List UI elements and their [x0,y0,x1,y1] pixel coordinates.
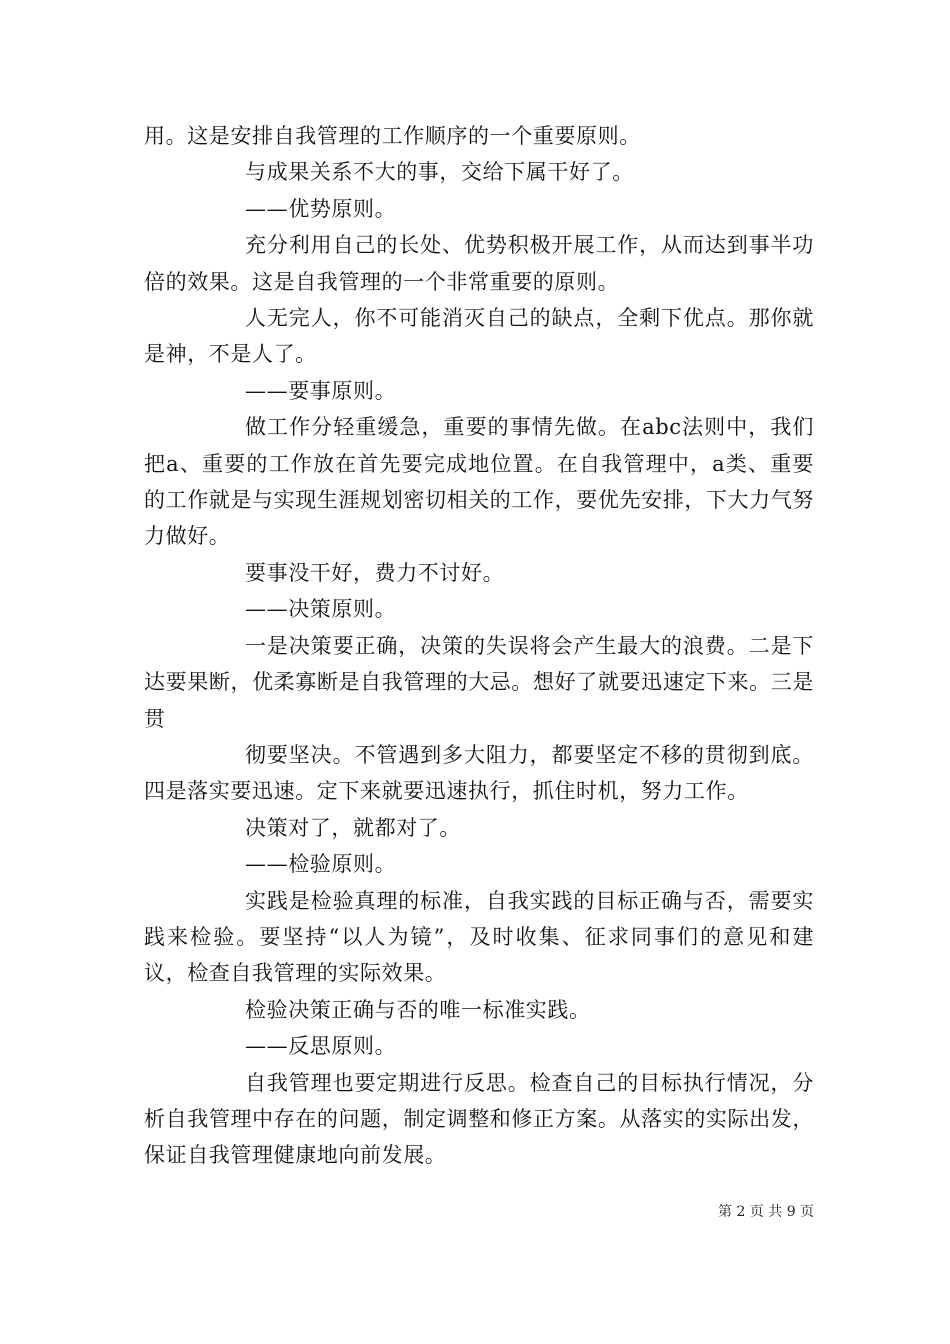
body-text [144,118,814,1174]
paragraph-5: 人无完人，你不可能消灭自己的缺点，全剩下优点。那你就是神，不是人了。 [144,306,814,367]
paragraph-14: 实践是检验真理的标准，自我实践的目标正确与否，需要实践来检验。要坚持“以人为镜”，及时收集、征求同事们的意见和建议，检查自我管理的实际效果。 [144,888,814,986]
paragraph-17: 自我管理也要定期进行反思。检查自己的目标执行情况，分析自我管理中存在的问题，制定调整和修正方案。从落实的实际出发，保证自我管理健康地向前发展。 [144,1070,814,1168]
section-heading-advantage: ——优势原则。 [245,196,397,221]
paragraph-15: 检验决策正确与否的唯一标准实践。 [245,997,591,1022]
paragraph-7: 做工作分轻重缓急，重要的事情先做。在abc法则中，我们把a、重要的工作放在首先要完成地位置。在自我管理中，a类、重要的工作就是与实现生涯规划密切相关的工作，要优先安排，下大力气努力做好。 [144,415,814,549]
paragraph-1: 用。这是安排自我管理的工作顺序的一个重要原则。 [144,124,641,148]
paragraph-11: 彻要坚决。不管遇到多大阻力，都要坚定不移的贯彻到底。四是落实要迅速。定下来就要迅速执行，抓住时机，努力工作。 [144,742,814,804]
paragraph-10: 一是决策要正确，决策的失误将会产生最大的浪费。二是下达要果断，优柔寡断是自我管理的大忌。想好了就要迅速定下来。三是贯 [144,633,814,731]
page-number-footer: 第 2 页 共 9 页 [718,1204,815,1220]
paragraph-2: 与成果关系不大的事，交给下属干好了。 [245,160,634,185]
paragraph-8: 要事没干好，费力不讨好。 [245,560,505,585]
section-heading-decision: ——决策原则。 [245,597,397,622]
section-heading-verification: ——检验原则。 [245,852,397,877]
section-heading-priority: ——要事原则。 [245,378,397,403]
section-heading-reflection: ——反思原则。 [245,1034,397,1059]
paragraph-4: 充分利用自己的长处、优势积极开展工作，从而达到事半功倍的效果。这是自我管理的一个非常重要的原则。 [144,233,814,294]
paragraph-12: 决策对了，就都对了。 [245,815,461,840]
